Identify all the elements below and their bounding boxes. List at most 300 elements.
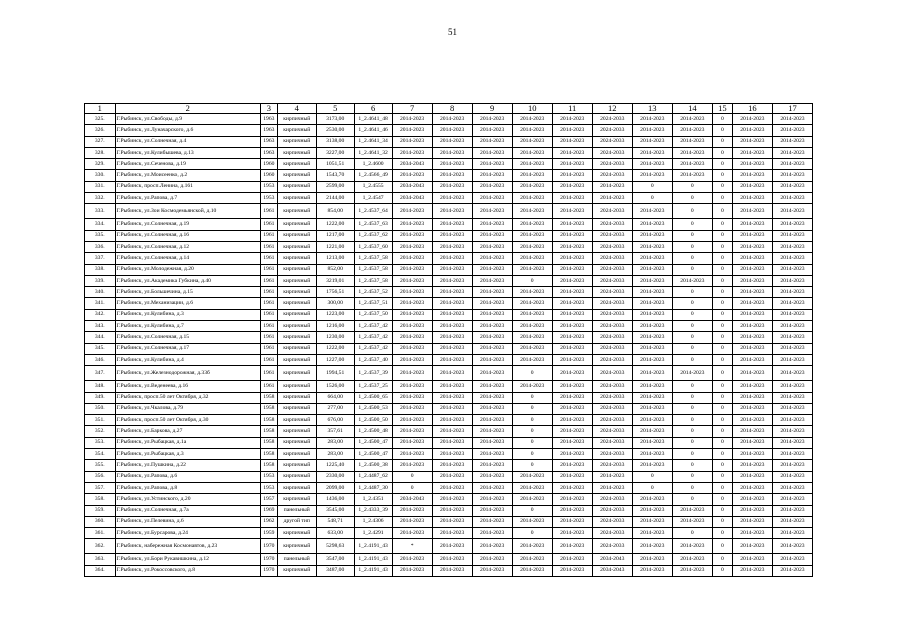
cell-col-7: 0 — [392, 471, 432, 482]
table-row — [85, 230, 813, 241]
cell-object-code: 1_2.4500_48 — [354, 426, 392, 437]
cell-col-17: 2014-2023 — [772, 219, 812, 230]
cell-row-number: 357. — [85, 482, 116, 493]
cell-col-13: 2014-2023 — [632, 147, 672, 158]
column-header-13: 13 — [632, 104, 672, 114]
cell-col-17: 2014-2023 — [772, 539, 812, 554]
cell-col-10: 2014-2023 — [512, 114, 552, 125]
page-number: 51 — [448, 27, 457, 37]
cell-col-9: 2014-2023 — [472, 494, 512, 505]
cell-object-code: 1_2.4537_64 — [354, 204, 392, 219]
cell-wall-material: кирпичный — [277, 253, 316, 264]
cell-area: 1222,00 — [316, 219, 354, 230]
cell-row-number: 354. — [85, 449, 116, 460]
cell-col-7: 2014-2023 — [392, 114, 432, 125]
cell-col-17: 2014-2023 — [772, 516, 812, 527]
cell-row-number: 334. — [85, 219, 116, 230]
cell-col-11: 2014-2023 — [552, 264, 592, 275]
cell-wall-material: кирпичный — [277, 147, 316, 158]
cell-col-13: 2014-2023 — [632, 159, 672, 170]
cell-col-17: 2014-2023 — [772, 460, 812, 471]
column-header-2: 2 — [115, 104, 260, 114]
cell-col-16: 2014-2023 — [732, 449, 772, 460]
cell-address: Г.Рыбинск, ул.Рыбацкая, д.3 — [115, 449, 260, 460]
cell-col-10: 2014-2023 — [512, 125, 552, 136]
cell-col-14: 2014-2023 — [672, 505, 712, 516]
cell-col-13: 2014-2023 — [632, 437, 672, 448]
cell-col-8: 2014-2023 — [432, 204, 472, 219]
cell-col-17: 2014-2023 — [772, 193, 812, 204]
cell-row-number: 362. — [85, 539, 116, 554]
cell-col-16: 2014-2023 — [732, 181, 772, 192]
cell-object-code: 1_2.4191_43 — [354, 565, 392, 576]
cell-address: Г.Рыбинск, набережная Космонавтов, д.23 — [115, 539, 260, 554]
cell-col-17: 2014-2023 — [772, 170, 812, 181]
cell-col-13: 2014-2023 — [632, 114, 672, 125]
cell-col-12: 2024-2033 — [592, 366, 632, 381]
cell-col-11: 2014-2023 — [552, 554, 592, 565]
cell-build-year: 1961 — [260, 354, 277, 365]
cell-col-11: 2014-2023 — [552, 136, 592, 147]
cell-col-11: 2014-2023 — [552, 253, 592, 264]
cell-col-9: 2014-2023 — [472, 241, 512, 252]
cell-col-9: 2014-2023 — [472, 253, 512, 264]
cell-col-14: 2014-2023 — [672, 170, 712, 181]
cell-col-13: 2014-2023 — [632, 275, 672, 286]
cell-build-year: 1961 — [260, 321, 277, 332]
cell-address: Г.Рыбинск, ул.Устинского, д.20 — [115, 494, 260, 505]
cell-col-16: 2014-2023 — [732, 275, 772, 286]
cell-wall-material: кирпичный — [277, 437, 316, 448]
cell-col-13: 2014-2023 — [632, 321, 672, 332]
cell-row-number: 340. — [85, 287, 116, 298]
cell-address: Г.Рыбинск, ул.Кулибина, д.3 — [115, 309, 260, 320]
cell-col-11: 2014-2023 — [552, 366, 592, 381]
cell-wall-material: кирпичный — [277, 264, 316, 275]
cell-col-10: 0 — [512, 505, 552, 516]
cell-wall-material: панельный — [277, 554, 316, 565]
cell-col-17: 2014-2023 — [772, 366, 812, 381]
cell-col-14: 0 — [672, 230, 712, 241]
cell-build-year: 1961 — [260, 219, 277, 230]
cell-col-11: 2014-2023 — [552, 354, 592, 365]
cell-object-code: 1_2.4537_62 — [354, 230, 392, 241]
cell-col-9: 2014-2023 — [472, 460, 512, 471]
cell-wall-material: кирпичный — [277, 159, 316, 170]
cell-col-16: 2014-2023 — [732, 415, 772, 426]
cell-col-9: 2014-2023 — [472, 381, 512, 392]
cell-col-11: 2014-2023 — [552, 437, 592, 448]
cell-col-16: 2014-2023 — [732, 554, 772, 565]
cell-col-15: 0 — [712, 437, 732, 448]
cell-col-7: 2014-2023 — [392, 241, 432, 252]
cell-build-year: 1961 — [260, 275, 277, 286]
cell-col-17: 2014-2023 — [772, 159, 812, 170]
cell-col-17: 2014-2023 — [772, 471, 812, 482]
cell-col-12: 2014-2023 — [592, 482, 632, 493]
cell-build-year: 1963 — [260, 114, 277, 125]
cell-area: 2330,00 — [316, 471, 354, 482]
cell-col-8: 2014-2023 — [432, 181, 472, 192]
cell-col-10: 2014-2023 — [512, 147, 552, 158]
cell-col-10: 2014-2023 — [512, 253, 552, 264]
cell-address: Г.Рыбинск, ул.Бурсарова, д.24 — [115, 528, 260, 539]
cell-address: Г.Рыбинск, ул.Сеченова, д.19 — [115, 159, 260, 170]
cell-col-12: 2024-2033 — [592, 437, 632, 448]
cell-col-15: 0 — [712, 528, 732, 539]
cell-col-16: 2014-2023 — [732, 230, 772, 241]
cell-col-16: 2014-2023 — [732, 516, 772, 527]
cell-col-12: 2024-2033 — [592, 516, 632, 527]
cell-col-8: 2014-2023 — [432, 147, 472, 158]
cell-build-year: 1958 — [260, 415, 277, 426]
cell-object-code: 1_2.4500_38 — [354, 460, 392, 471]
cell-col-7: 2014-2023 — [392, 147, 432, 158]
cell-build-year: 1958 — [260, 403, 277, 414]
cell-col-13: 2014-2023 — [632, 426, 672, 437]
cell-area: 1230,00 — [316, 332, 354, 343]
cell-col-12: 2034-2043 — [592, 565, 632, 576]
cell-col-9: 2014-2023 — [472, 125, 512, 136]
table-row — [85, 193, 813, 204]
cell-col-17: 2014-2023 — [772, 309, 812, 320]
cell-col-7: 2034-2043 — [392, 494, 432, 505]
table-row — [85, 309, 813, 320]
cell-build-year: 1970 — [260, 539, 277, 554]
cell-wall-material: кирпичный — [277, 415, 316, 426]
cell-col-7: 2014-2023 — [392, 321, 432, 332]
column-header-9: 9 — [472, 104, 512, 114]
cell-col-16: 2014-2023 — [732, 343, 772, 354]
table-row — [85, 494, 813, 505]
cell-col-16: 2014-2023 — [732, 193, 772, 204]
cell-wall-material: кирпичный — [277, 539, 316, 554]
cell-object-code: 1_2.4487_30 — [354, 482, 392, 493]
table-row — [85, 516, 813, 527]
cell-col-17: 2014-2023 — [772, 343, 812, 354]
cell-col-15: 0 — [712, 471, 732, 482]
cell-col-14: 2014-2023 — [672, 366, 712, 381]
cell-build-year: 1963 — [260, 147, 277, 158]
cell-col-12: 2024-2033 — [592, 343, 632, 354]
cell-build-year: 1961 — [260, 253, 277, 264]
cell-col-12: 2024-2033 — [592, 241, 632, 252]
cell-area: 283,00 — [316, 437, 354, 448]
cell-col-17: 2014-2023 — [772, 275, 812, 286]
cell-col-8: 2014-2023 — [432, 170, 472, 181]
table-row — [85, 170, 813, 181]
table-row — [85, 482, 813, 493]
cell-col-15: 0 — [712, 354, 732, 365]
cell-object-code: 1_2.4500_47 — [354, 437, 392, 448]
cell-area: 1994,51 — [316, 366, 354, 381]
cell-col-11: 2014-2023 — [552, 298, 592, 309]
cell-col-17: 2014-2023 — [772, 482, 812, 493]
cell-row-number: 348. — [85, 381, 116, 392]
cell-col-15: 0 — [712, 426, 732, 437]
cell-address: Г.Рыбинск, ул.Веденеева, д.16 — [115, 381, 260, 392]
cell-object-code: 1_2.4537_39 — [354, 366, 392, 381]
cell-col-11: 2014-2023 — [552, 449, 592, 460]
table-row — [85, 159, 813, 170]
cell-col-7: 2034-2043 — [392, 193, 432, 204]
cell-col-7: 2014-2023 — [392, 309, 432, 320]
cell-wall-material: кирпичный — [277, 354, 316, 365]
cell-wall-material: кирпичный — [277, 471, 316, 482]
cell-col-15: 0 — [712, 170, 732, 181]
cell-col-15: 0 — [712, 381, 732, 392]
cell-wall-material: кирпичный — [277, 528, 316, 539]
cell-col-14: 0 — [672, 264, 712, 275]
cell-address: Г.Рыбинск, ул.Солнечная, д.16 — [115, 230, 260, 241]
cell-col-9: 2014-2023 — [472, 159, 512, 170]
cell-col-11: 2014-2023 — [552, 460, 592, 471]
cell-col-15: 0 — [712, 204, 732, 219]
cell-col-13: 2014-2023 — [632, 403, 672, 414]
cell-col-15: 0 — [712, 516, 732, 527]
cell-col-17: 2014-2023 — [772, 426, 812, 437]
cell-area: 3545,00 — [316, 505, 354, 516]
cell-col-14: 0 — [672, 403, 712, 414]
column-header-10: 10 — [512, 104, 552, 114]
cell-col-9: 2014-2023 — [472, 181, 512, 192]
column-header-4: 4 — [277, 104, 316, 114]
cell-col-10: 2014-2023 — [512, 565, 552, 576]
table-row — [85, 505, 813, 516]
cell-col-17: 2014-2023 — [772, 114, 812, 125]
cell-col-9: 2014-2023 — [472, 147, 512, 158]
column-header-3: 3 — [260, 104, 277, 114]
cell-col-9: 2014-2023 — [472, 403, 512, 414]
cell-col-14: 2014-2023 — [672, 539, 712, 554]
cell-col-11: 2014-2023 — [552, 114, 592, 125]
cell-col-14: 0 — [672, 343, 712, 354]
cell-col-15: 0 — [712, 392, 732, 403]
cell-object-code: 1_2.4351 — [354, 494, 392, 505]
cell-col-15: 0 — [712, 482, 732, 493]
cell-area: 854,00 — [316, 204, 354, 219]
column-header-12: 12 — [592, 104, 632, 114]
housing-table — [84, 103, 813, 577]
cell-col-17: 2014-2023 — [772, 253, 812, 264]
cell-col-8: 2014-2023 — [432, 159, 472, 170]
cell-col-16: 2014-2023 — [732, 125, 772, 136]
cell-col-11: 2014-2023 — [552, 471, 592, 482]
cell-col-12: 2024-2033 — [592, 494, 632, 505]
cell-col-11: 2014-2023 — [552, 505, 592, 516]
table-row — [85, 460, 813, 471]
cell-build-year: 1963 — [260, 136, 277, 147]
cell-col-16: 2014-2023 — [732, 392, 772, 403]
cell-build-year: 1953 — [260, 482, 277, 493]
cell-wall-material: кирпичный — [277, 321, 316, 332]
cell-area: 1216,00 — [316, 321, 354, 332]
cell-col-16: 2014-2023 — [732, 298, 772, 309]
cell-col-10: 2014-2023 — [512, 219, 552, 230]
cell-col-15: 0 — [712, 460, 732, 471]
cell-col-17: 2014-2023 — [772, 554, 812, 565]
cell-row-number: 345. — [85, 343, 116, 354]
cell-col-17: 2014-2023 — [772, 321, 812, 332]
cell-col-12: 2024-2033 — [592, 147, 632, 158]
cell-col-9: 2014-2023 — [472, 298, 512, 309]
table-row — [85, 275, 813, 286]
cell-col-16: 2014-2023 — [732, 381, 772, 392]
cell-col-8: 2014-2023 — [432, 437, 472, 448]
cell-wall-material: кирпичный — [277, 125, 316, 136]
cell-row-number: 349. — [85, 392, 116, 403]
cell-col-15: 0 — [712, 539, 732, 554]
cell-col-16: 2014-2023 — [732, 565, 772, 576]
cell-object-code: 1_2.4333_39 — [354, 505, 392, 516]
cell-col-7: 2014-2023 — [392, 219, 432, 230]
cell-col-14: 0 — [672, 528, 712, 539]
cell-col-9: 2014-2023 — [472, 554, 512, 565]
cell-wall-material: кирпичный — [277, 309, 316, 320]
table-row — [85, 528, 813, 539]
cell-wall-material: кирпичный — [277, 241, 316, 252]
cell-build-year: 1960 — [260, 170, 277, 181]
cell-col-12: 2024-2033 — [592, 230, 632, 241]
cell-wall-material: кирпичный — [277, 170, 316, 181]
cell-object-code: 1_2.4641_48 — [354, 114, 392, 125]
cell-row-number: 342. — [85, 309, 116, 320]
cell-col-14: 2014-2023 — [672, 275, 712, 286]
cell-address: Г.Рыбинск, ул.Рапова, д.8 — [115, 482, 260, 493]
cell-col-9: 2014-2023 — [472, 343, 512, 354]
cell-col-15: 0 — [712, 181, 732, 192]
cell-col-7: 2014-2023 — [392, 287, 432, 298]
table-row — [85, 125, 813, 136]
cell-col-7: 2014-2023 — [392, 460, 432, 471]
cell-col-16: 2014-2023 — [732, 366, 772, 381]
cell-wall-material: кирпичный — [277, 403, 316, 414]
cell-col-12: 2014-2023 — [592, 193, 632, 204]
cell-col-11: 2014-2023 — [552, 565, 592, 576]
cell-col-10: 2014-2023 — [512, 381, 552, 392]
cell-col-8: 2014-2023 — [432, 539, 472, 554]
cell-col-9: 2014-2023 — [472, 539, 512, 554]
cell-col-16: 2014-2023 — [732, 482, 772, 493]
cell-col-8: 2014-2023 — [432, 565, 472, 576]
cell-col-7: 2034-2043 — [392, 159, 432, 170]
cell-build-year: 1969 — [260, 505, 277, 516]
cell-col-11: 2014-2023 — [552, 403, 592, 414]
cell-col-16: 2014-2023 — [732, 437, 772, 448]
cell-col-8: 2014-2023 — [432, 309, 472, 320]
cell-col-7: 2014-2023 — [392, 230, 432, 241]
cell-col-8: 2014-2023 — [432, 354, 472, 365]
cell-col-10: 0 — [512, 392, 552, 403]
cell-col-14: 2014-2023 — [672, 136, 712, 147]
cell-object-code: 1_2.4537_58 — [354, 275, 392, 286]
cell-object-code: 1_2.4641_32 — [354, 147, 392, 158]
column-header-1: 1 — [85, 104, 116, 114]
cell-address: Г.Рыбинск, ул.Большечина, д.15 — [115, 287, 260, 298]
cell-row-number: 331. — [85, 181, 116, 192]
cell-col-12: 2024-2033 — [592, 298, 632, 309]
cell-col-13: 2014-2023 — [632, 449, 672, 460]
cell-row-number: 364. — [85, 565, 116, 576]
cell-col-14: 0 — [672, 309, 712, 320]
cell-col-11: 2014-2023 — [552, 181, 592, 192]
table-row — [85, 354, 813, 365]
cell-col-15: 0 — [712, 554, 732, 565]
cell-col-13: 2014-2023 — [632, 219, 672, 230]
cell-col-16: 2014-2023 — [732, 253, 772, 264]
cell-col-14: 2014-2023 — [672, 516, 712, 527]
cell-col-13: 2014-2023 — [632, 125, 672, 136]
cell-col-13: 0 — [632, 482, 672, 493]
cell-col-17: 2014-2023 — [772, 505, 812, 516]
cell-col-10: 2014-2023 — [512, 230, 552, 241]
cell-object-code: 1_2.4641_34 — [354, 136, 392, 147]
cell-area: 277,00 — [316, 403, 354, 414]
cell-build-year: 1961 — [260, 366, 277, 381]
cell-col-14: 0 — [672, 494, 712, 505]
cell-col-16: 2014-2023 — [732, 287, 772, 298]
cell-col-8: 2014-2023 — [432, 516, 472, 527]
cell-area: 1213,00 — [316, 253, 354, 264]
cell-object-code: 1_2.4600 — [354, 159, 392, 170]
cell-row-number: 339. — [85, 275, 116, 286]
cell-area: 1436,00 — [316, 494, 354, 505]
cell-row-number: 359. — [85, 505, 116, 516]
cell-col-7: 2014-2023 — [392, 264, 432, 275]
cell-col-10: 2014-2023 — [512, 516, 552, 527]
table-row — [85, 204, 813, 219]
column-header-14: 14 — [672, 104, 712, 114]
cell-col-12: 2024-2033 — [592, 170, 632, 181]
cell-row-number: 356. — [85, 471, 116, 482]
cell-col-7: 2014-2023 — [392, 136, 432, 147]
table-row — [85, 264, 813, 275]
cell-object-code: 1_2.4537_42 — [354, 332, 392, 343]
cell-object-code: 1_2.4487_62 — [354, 471, 392, 482]
cell-col-14: 2014-2023 — [672, 554, 712, 565]
cell-col-16: 2014-2023 — [732, 159, 772, 170]
cell-col-11: 2014-2023 — [552, 415, 592, 426]
table-row — [85, 219, 813, 230]
column-header-16: 16 — [732, 104, 772, 114]
cell-address: Г.Рыбинск, ул.Рапова, д.7 — [115, 193, 260, 204]
cell-col-8: 2014-2023 — [432, 193, 472, 204]
cell-col-7: 2014-2023 — [392, 332, 432, 343]
cell-col-7: 2014-2023 — [392, 204, 432, 219]
cell-col-17: 2014-2023 — [772, 230, 812, 241]
cell-col-17: 2014-2023 — [772, 298, 812, 309]
cell-col-10: 2014-2023 — [512, 136, 552, 147]
cell-address: Г.Рыбинск, ул.Рокоссовского, д.8 — [115, 565, 260, 576]
cell-col-16: 2014-2023 — [732, 505, 772, 516]
cell-object-code: 1_2.4641_46 — [354, 125, 392, 136]
cell-area: 1543,70 — [316, 170, 354, 181]
cell-col-12: 2024-2033 — [592, 287, 632, 298]
cell-col-14: 0 — [672, 460, 712, 471]
cell-col-11: 2014-2023 — [552, 494, 592, 505]
cell-col-11: 2014-2023 — [552, 539, 592, 554]
table-row — [85, 241, 813, 252]
cell-col-13: 2014-2023 — [632, 230, 672, 241]
cell-col-13: 0 — [632, 181, 672, 192]
cell-object-code: 1_2.4191_43 — [354, 554, 392, 565]
cell-col-8: 2014-2023 — [432, 287, 472, 298]
cell-col-14: 2014-2023 — [672, 147, 712, 158]
cell-col-8: 2014-2023 — [432, 449, 472, 460]
table-row — [85, 366, 813, 381]
cell-row-number: 351. — [85, 415, 116, 426]
cell-col-10: 2014-2023 — [512, 471, 552, 482]
